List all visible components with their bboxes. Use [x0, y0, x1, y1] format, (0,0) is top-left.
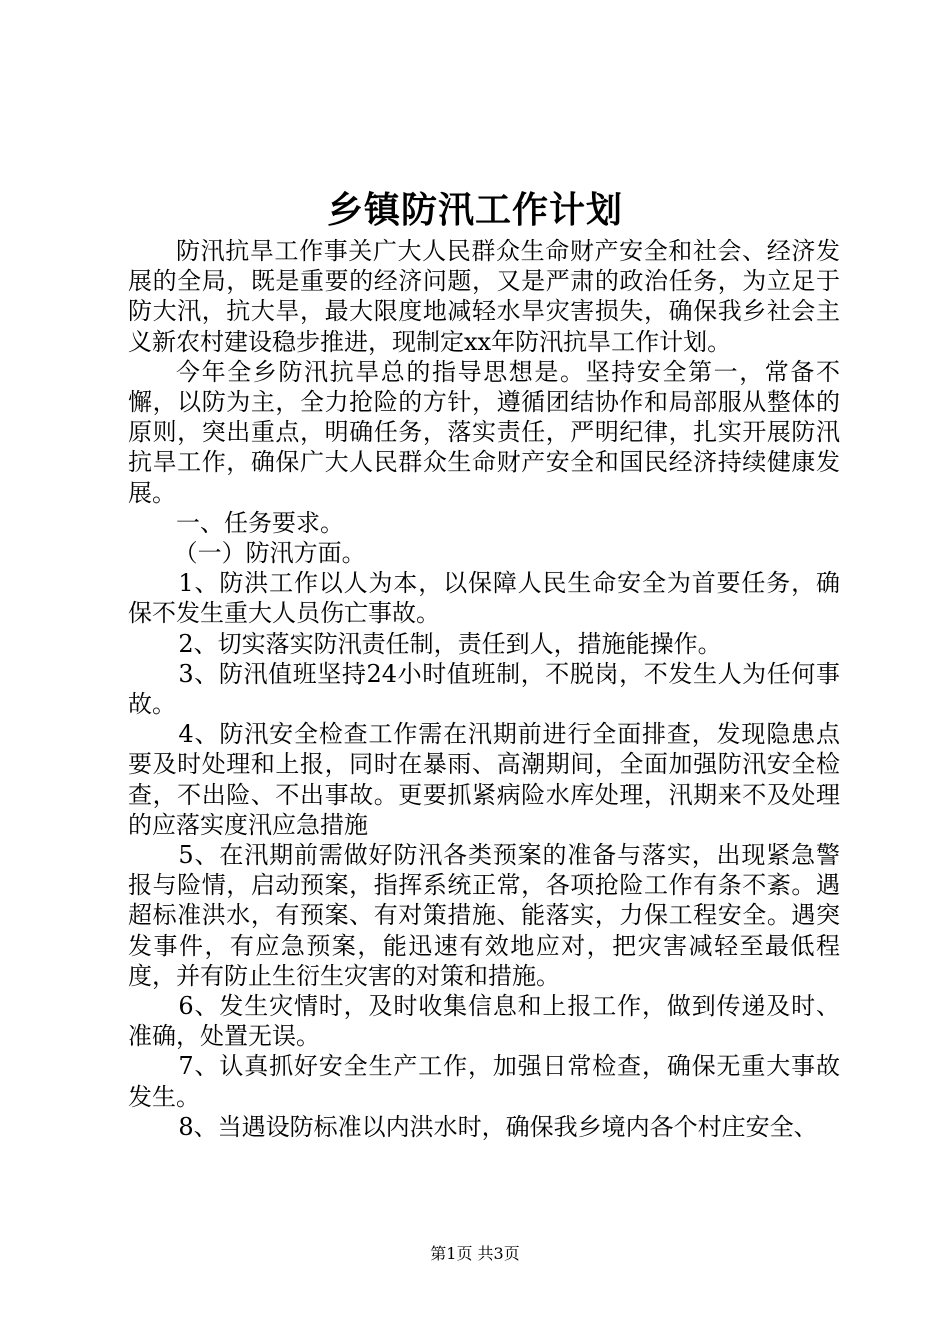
paragraph-guiding-thought: 今年全乡防汛抗旱总的指导思想是。坚持安全第一，常备不懈，以防为主，全力抢险的方针，遵循团结协作和局部服从整体的原则，突出重点，明确任务，落实责任，严明纪律，扎实开展防汛抗旱工作，确保广大人民群众生命财产安全和国民经济持续健康发展。 — [128, 357, 840, 507]
section-heading-task-requirements: 一、任务要求。 — [176, 508, 344, 537]
list-item-1: 1、防洪工作以人为本，以保障人民生命安全为首要任务，确保不发生重大人员伤亡事故。 — [128, 569, 840, 628]
list-item-5: 5、在汛期前需做好防汛各类预案的准备与落实，出现紧急警报与险情，启动预案，指挥系统正常，各项抢险工作有条不紊。遇超标准洪水，有预案、有对策措施、能落实，力保工程安全。遇突发事件，有应急预案，能迅速有效地应对，把灾害减轻至最低程度，并有防止生衍生灾害的对策和措施。 — [128, 841, 840, 990]
list-item-6: 6、发生灾情时，及时收集信息和上报工作，做到传递及时、准确，处置无误。 — [128, 992, 840, 1051]
list-item-3: 3、防汛值班坚持24小时值班制，不脱岗，不发生人为任何事故。 — [128, 659, 840, 719]
list-item-4: 4、防汛安全检查工作需在汛期前进行全面排查，发现隐患点要及时处理和上报，同时在暴雨、高潮期间，全面加强防汛安全检查，不出险、不出事故。更要抓紧病险水库处理，汛期来不及处理的应落实度汛应急措施 — [128, 720, 840, 839]
list-item-2: 2、切实落实防汛责任制，责任到人，措施能操作。 — [178, 629, 722, 658]
paragraph-intro: 防汛抗旱工作事关广大人民群众生命财产安全和社会、经济发展的全局，既是重要的经济问题，又是严肃的政治任务，为立足于防大汛，抗大旱，最大限度地减轻水旱灾害损失，确保我乡社会主义新农村建设稳步推进，现制定xx年防汛抗旱工作计划。 — [128, 237, 840, 356]
document-title: 乡镇防汛工作计划 — [326, 189, 623, 231]
list-item-7: 7、认真抓好安全生产工作，加强日常检查，确保无重大事故发生。 — [128, 1052, 840, 1111]
subsection-heading-flood-control: （一）防汛方面。 — [173, 539, 366, 568]
list-item-8: 8、当遇设防标准以内洪水时，确保我乡境内各个村庄安全、 — [178, 1112, 818, 1141]
page-footer: 第1页 共3页 — [430, 1244, 520, 1263]
document-body — [128, 236, 840, 1142]
